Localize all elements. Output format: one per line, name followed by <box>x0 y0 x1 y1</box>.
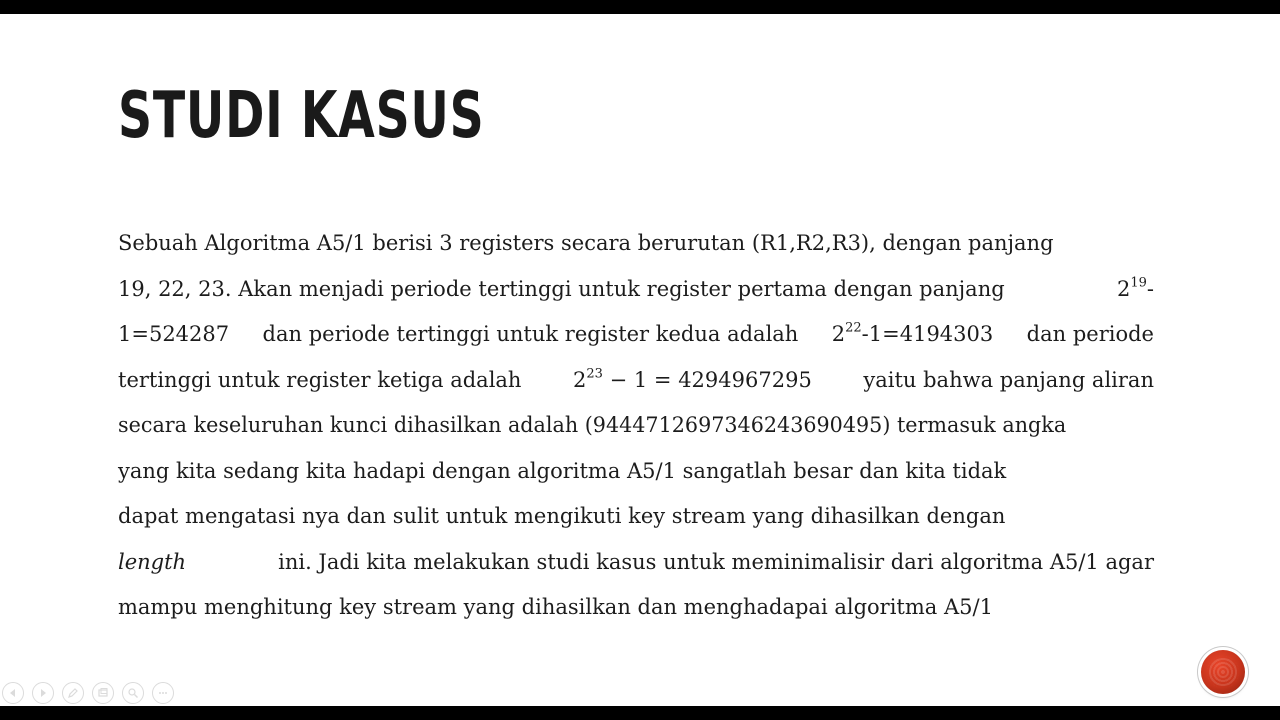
body-text: secara keseluruhan kunci dihasilkan adalah (944471269734624369049​5) termasuk angka <box>118 413 1067 437</box>
slide-badge-icon <box>1201 650 1245 694</box>
slideshow-controls <box>2 682 174 704</box>
next-icon[interactable] <box>32 682 54 704</box>
body-line-3 <box>118 315 1154 361</box>
body-text: dan periode tertinggi untuk register kedua adalah <box>262 322 799 346</box>
body-text-italic: length <box>118 549 187 574</box>
slides-icon[interactable] <box>92 682 114 704</box>
body-text: mampu menghitung key stream yang dihasilkan dan menghadapai algoritma A5/1 <box>118 595 993 619</box>
body-text: dan periode <box>1026 322 1154 346</box>
body-text: 19, 22, 23. Akan menjadi periode tertinggi untuk register pertama dengan panjang <box>118 276 1005 301</box>
body-text: yaitu bahwa panjang aliran <box>863 367 1154 392</box>
slide-title: STUDI KASUS <box>118 79 485 153</box>
body-line-9 <box>118 588 1154 634</box>
zoom-icon[interactable] <box>122 682 144 704</box>
body-text: ini. Jadi kita melakukan studi kasus untuk meminimalisir dari algoritma A5/1 agar <box>278 549 1154 574</box>
body-line-7 <box>118 497 1154 543</box>
body-line-6 <box>118 452 1154 498</box>
body-line-8 <box>118 543 1154 589</box>
pen-icon[interactable] <box>62 682 84 704</box>
prev-icon[interactable] <box>2 682 24 704</box>
math-result-1: 1=524287 <box>118 322 230 346</box>
body-text: yang kita sedang kita hadapi dengan algoritma A5/1 sangatlah besar dan kita tidak <box>118 458 1007 483</box>
body-text: Sebuah Algoritma A5/1 berisi 3 registers secara berurutan (R1,R2,R3), dengan panjang <box>118 231 1054 255</box>
math-2-23: $2^{23} - 1 = 4294967295$ <box>573 365 812 392</box>
body-line-4 <box>118 361 1154 407</box>
slide-body <box>118 224 1154 634</box>
body-text: tertinggi untuk register ketiga adalah <box>118 367 522 392</box>
body-line-2 <box>118 270 1154 316</box>
body-text: dapat mengatasi nya dan sulit untuk mengikuti key stream yang dihasilkan dengan <box>118 504 1006 528</box>
body-line-1 <box>118 224 1154 270</box>
math-2-19: $2^{19}-$ <box>1116 274 1154 301</box>
more-icon[interactable] <box>152 682 174 704</box>
math-2-22: $2^{22}-1=4194303$ <box>831 320 994 346</box>
slide <box>0 14 1280 706</box>
body-line-5 <box>118 406 1138 452</box>
